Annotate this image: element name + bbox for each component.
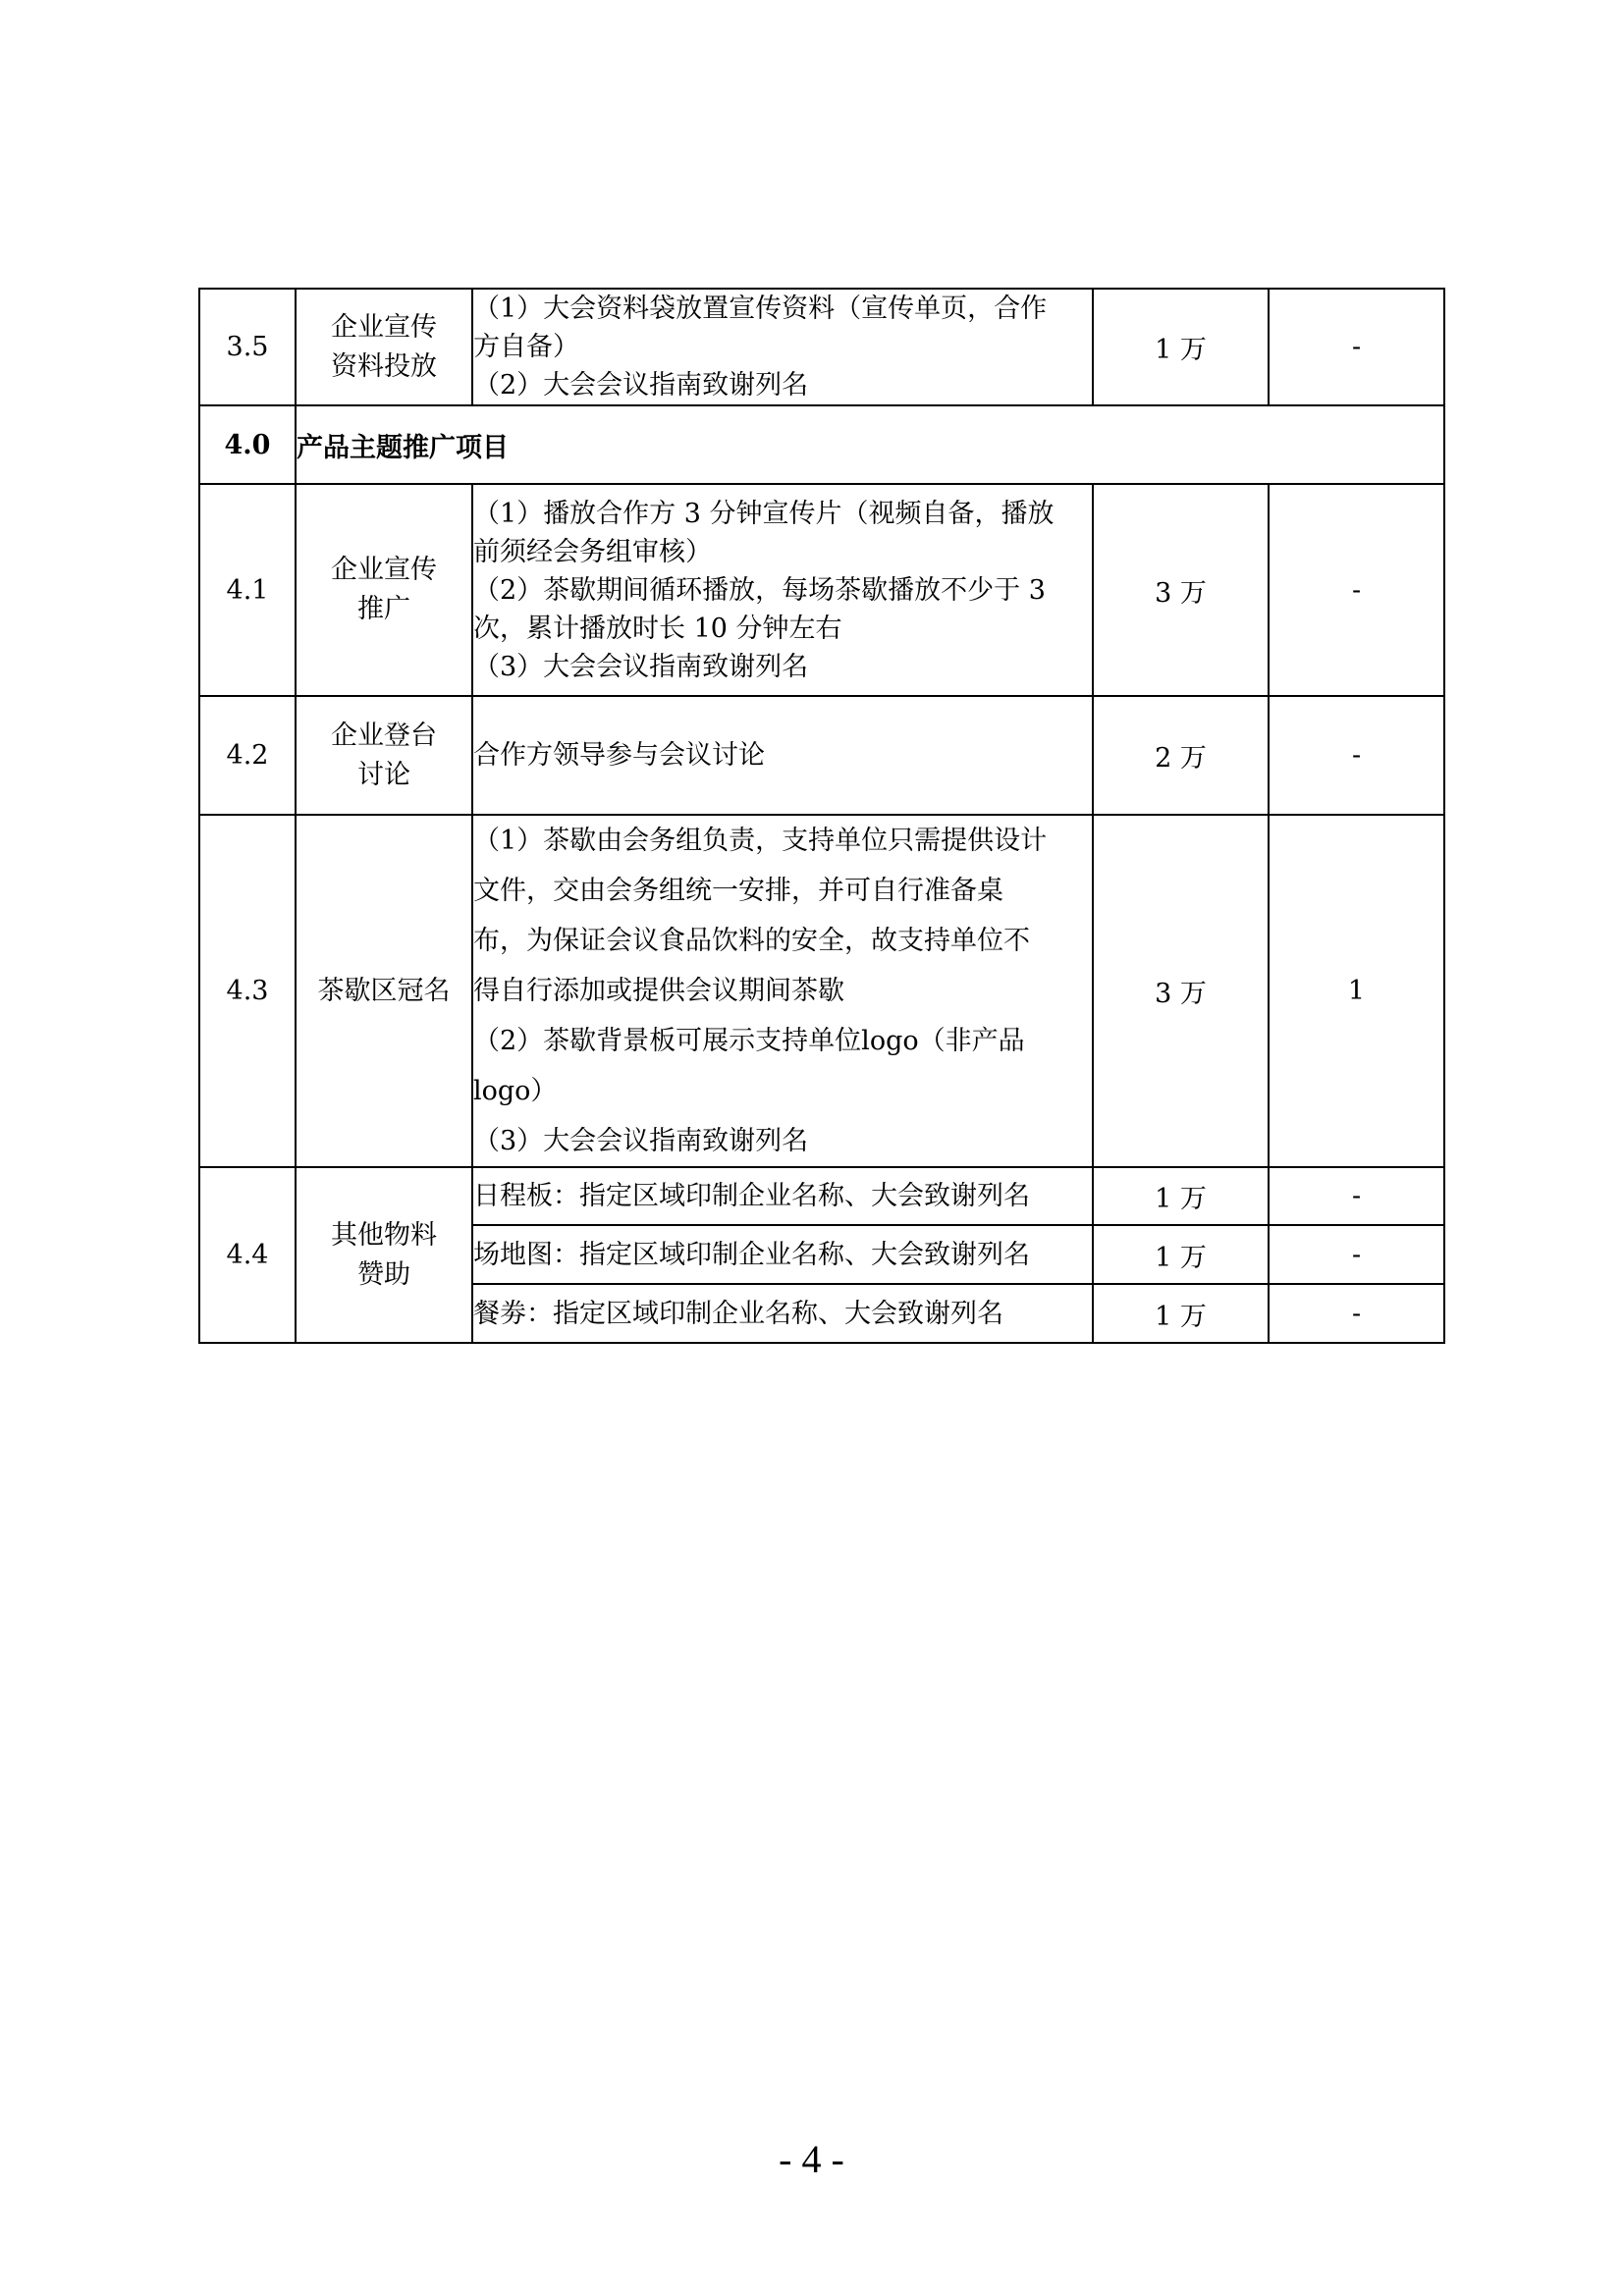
section-row-4-0 (199, 405, 1444, 484)
section-title: 产品主题推广项目 (296, 405, 1444, 484)
item-quantity: 1 (1269, 815, 1444, 1167)
page-number: - 4 - (779, 2137, 844, 2181)
item-description: 餐劵：指定区域印制企业名称、大会致谢列名 (472, 1284, 1093, 1343)
item-number: 4.4 (199, 1167, 296, 1343)
sponsorship-table (198, 288, 1445, 1344)
table-row-4-3 (199, 815, 1444, 1167)
item-quantity: - (1269, 1284, 1444, 1343)
item-description: （1）茶歇由会务组负责，支持单位只需提供设计 文件，交由会务组统一安排，并可自行准备桌 布，为保证会议食品饮料的安全，故支持单位不 得自行添加或提供会议期间茶歇 （2）茶歇背景板可展示支持单位logo（非产品 logo） （3）大会会议指南致谢列名 (472, 815, 1093, 1167)
item-price: 1 万 (1093, 1167, 1269, 1225)
item-name: 企业宣传 资料投放 (296, 289, 472, 405)
item-description: 合作方领导参与会议讨论 (472, 696, 1093, 815)
table-row-3-5 (199, 289, 1444, 405)
item-description: 日程板：指定区域印制企业名称、大会致谢列名 (472, 1167, 1093, 1225)
item-price: 1 万 (1093, 1284, 1269, 1343)
item-number: 4.2 (199, 696, 296, 815)
item-quantity: - (1269, 1225, 1444, 1284)
item-number: 3.5 (199, 289, 296, 405)
item-number: 4.1 (199, 484, 296, 696)
item-name: 企业宣传 推广 (296, 484, 472, 696)
item-name: 其他物料 赞助 (296, 1167, 472, 1343)
item-name: 茶歇区冠名 (296, 815, 472, 1167)
item-quantity: - (1269, 484, 1444, 696)
table-row-4-1 (199, 484, 1444, 696)
item-name: 企业登台 讨论 (296, 696, 472, 815)
table-row-4-2 (199, 696, 1444, 815)
item-description: （1）播放合作方 3 分钟宣传片（视频自备，播放 前须经会务组审核） （2）茶歇期间循环播放，每场茶歇播放不少于 3 次，累计播放时长 10 分钟左右 （3）大会会议指南致谢列名 (472, 484, 1093, 696)
item-description: （1）大会资料袋放置宣传资料（宣传单页，合作 方自备） （2）大会会议指南致谢列名 (472, 289, 1093, 405)
item-number: 4.3 (199, 815, 296, 1167)
item-quantity: - (1269, 289, 1444, 405)
section-number: 4.0 (199, 405, 296, 484)
item-price: 2 万 (1093, 696, 1269, 815)
item-price: 3 万 (1093, 484, 1269, 696)
item-quantity: - (1269, 696, 1444, 815)
item-description: 场地图：指定区域印制企业名称、大会致谢列名 (472, 1225, 1093, 1284)
item-quantity: - (1269, 1167, 1444, 1225)
item-price: 3 万 (1093, 815, 1269, 1167)
item-price: 1 万 (1093, 1225, 1269, 1284)
item-price: 1 万 (1093, 289, 1269, 405)
table-row-4-4 (199, 1167, 1444, 1225)
